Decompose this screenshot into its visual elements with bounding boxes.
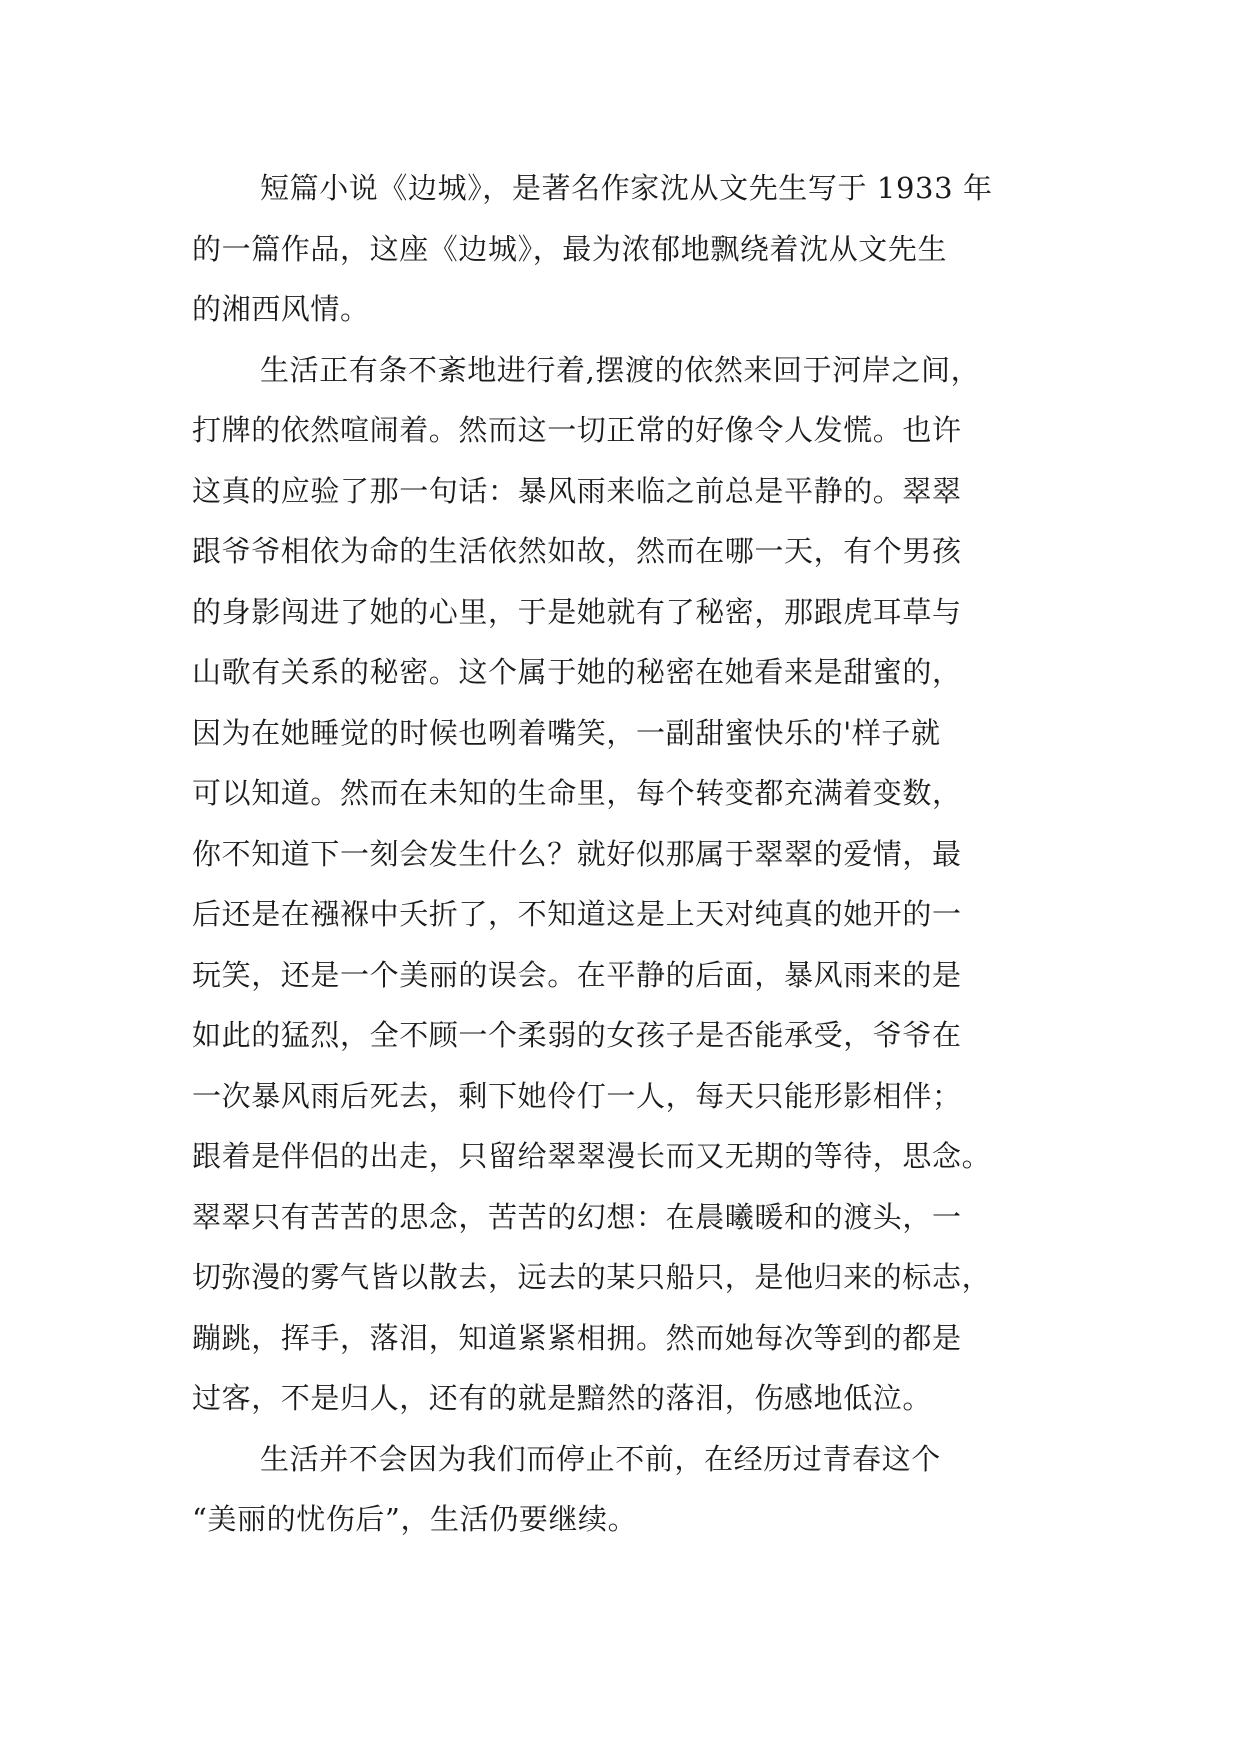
text-line: 的一篇作品，这座《边城》，最为浓郁地飘绕着沈从文先生 — [192, 231, 948, 266]
text-line: 蹦跳，挥手，落泪，知道紧紧相拥。然而她每次等到的都是 — [192, 1320, 962, 1355]
text-line: 的身影闯进了她的心里，于是她就有了秘密，那跟虎耳草与 — [192, 594, 962, 629]
text-line: “美丽的忧伤后”，生活仍要继续。 — [192, 1502, 638, 1536]
text-line: 这真的应验了那一句话：暴风雨来临之前总是平静的。翠翠 — [192, 473, 962, 508]
text-line: 打牌的依然喧闹着。然而这一切正常的好像令人发慌。也许 — [192, 413, 962, 447]
text-line: 可以知道。然而在未知的生命里，每个转变都充满着变数， — [192, 776, 962, 810]
paragraph-1 — [192, 158, 1052, 340]
document-body — [192, 158, 1052, 1550]
text-line: 山歌有关系的秘密。这个属于她的秘密在她看来是甜蜜的， — [192, 655, 962, 689]
text-line: 短篇小说《边城》，是著名作家沈从文先生写于 1933 年 — [260, 171, 993, 205]
paragraph-2 — [192, 340, 1052, 1429]
text-line: 如此的猛烈，全不顾一个柔弱的女孩子是否能承受，爷爷在 — [192, 1018, 962, 1052]
text-line: 玩笑，还是一个美丽的误会。在平静的后面，暴风雨来的是 — [192, 957, 962, 992]
text-line: 生活并不会因为我们而停止不前，在经历过青春这个 — [260, 1441, 941, 1476]
text-line: 因为在她睡觉的时候也咧着嘴笑，一副甜蜜快乐的'样子就 — [192, 715, 941, 750]
text-line: 你不知道下一刻会发生什么？就好似那属于翠翠的爱情，最 — [192, 836, 962, 871]
text-line: 过客，不是归人，还有的就是黯然的落泪，伤感地低泣。 — [192, 1381, 933, 1415]
text-line: 切弥漫的雾气皆以散去，远去的某只船只，是他归来的标志， — [192, 1260, 992, 1294]
paragraph-3 — [192, 1429, 1052, 1550]
text-line: 生活正有条不紊地进行着,摆渡的依然来回于河岸之间， — [260, 352, 981, 387]
text-line: 后还是在襁褓中夭折了，不知道这是上天对纯真的她开的一 — [192, 897, 962, 931]
text-line: 翠翠只有苦苦的思念，苦苦的幻想：在晨曦暖和的渡头，一 — [192, 1199, 962, 1234]
text-line: 跟爷爷相依为命的生活依然如故，然而在哪一天，有个男孩 — [192, 534, 962, 568]
text-line: 的湘西风情。 — [192, 292, 370, 326]
text-line: 一次暴风雨后死去，剩下她伶仃一人，每天只能形影相伴； — [192, 1078, 962, 1113]
text-line: 跟着是伴侣的出走，只留给翠翠漫长而又无期的等待，思念。 — [192, 1139, 992, 1173]
